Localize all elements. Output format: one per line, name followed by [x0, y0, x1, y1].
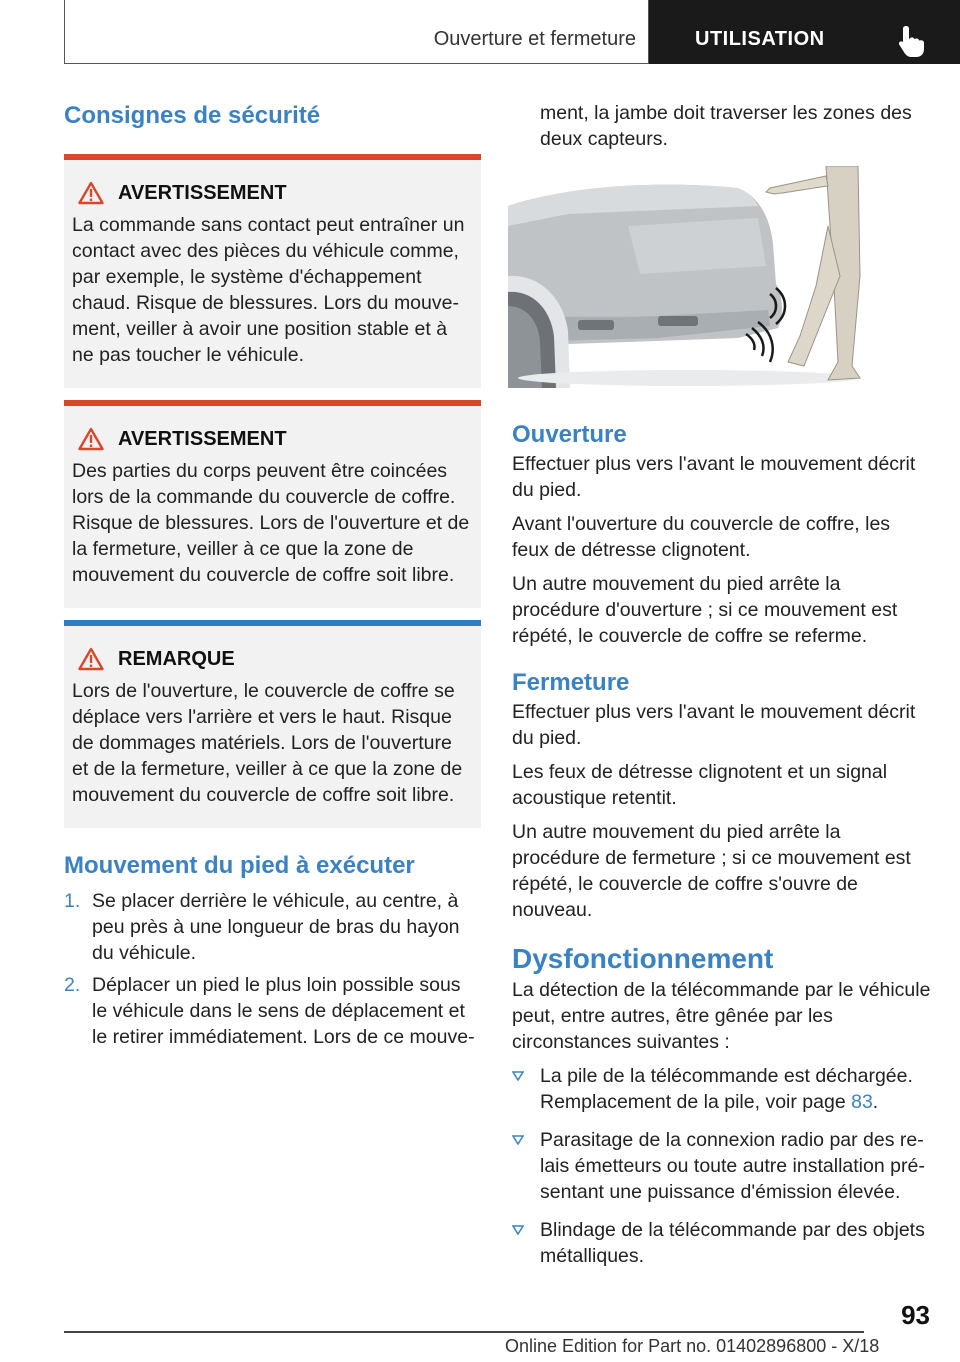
header-frame — [64, 0, 649, 64]
list-item — [512, 1217, 932, 1269]
warning-triangle-icon — [78, 181, 104, 205]
opening-para: Un autre mouvement du pied arrête la procédure d'ouverture ; si ce mouvement est répété, le couvercle de coffre se referme. — [512, 573, 898, 647]
malfunction-heading: Dysfonctionnement — [512, 943, 774, 974]
triangle-bullet-icon — [512, 1225, 524, 1235]
opening-para: Effectuer plus vers l'avant le mouvement décrit du pied. — [512, 453, 916, 501]
malfunction-list — [512, 1063, 932, 1269]
list-item — [512, 1127, 932, 1205]
triangle-bullet-icon — [512, 1071, 524, 1081]
bullet-text: Blindage de la télécommande par des objets métalliques. — [540, 1219, 925, 1267]
warning-box-1 — [64, 154, 481, 388]
list-item — [512, 1063, 932, 1115]
warning-header — [72, 426, 473, 452]
right-column — [512, 100, 932, 1281]
warning-label: AVERTISSEMENT — [118, 182, 287, 204]
closing-heading: Fermeture — [512, 669, 630, 696]
opening-heading: Ouverture — [512, 421, 627, 448]
warning-text: Des parties du corps peuvent être coincées lors de la commande du couvercle de coffre. Risque de blessures. Lors de l'ouverture et de la fermeture, veiller à ce que la zone de mouvement du couvercle de coffre soit libre. — [72, 460, 470, 586]
closing-para: Les feux de détresse clignotent et un signal acoustique retentit. — [512, 761, 888, 809]
page-link[interactable]: 83 — [851, 1091, 873, 1113]
step-text: Se placer derrière le véhicule, au centre, à peu près à une longueur de bras du hayon du véhicule. — [92, 890, 460, 964]
opening-para: Avant l'ouverture du couvercle de coffre, les feux de détresse clignotent. — [512, 513, 891, 561]
list-item — [64, 972, 481, 1050]
step-text: Déplacer un pied le plus loin possible sous le véhicule dans le sens de déplacement et le retirer immédiatement. Lors de ce mouve- — [92, 974, 475, 1048]
warning-triangle-icon — [78, 427, 104, 451]
note-box — [64, 620, 481, 828]
note-header — [72, 646, 473, 672]
closing-para: Un autre mouvement du pied arrête la procédure de fermeture ; si ce mouvement est répété, le couvercle de coffre s'ouvre de nouveau. — [512, 821, 911, 921]
bullet-text: La pile de la télécommande est déchargée. Remplacement de la pile, voir page — [540, 1065, 913, 1113]
edition-text: Online Edition for Part no. 01402896800 - X/18 — [505, 1336, 880, 1356]
tailgate-illustration — [508, 166, 864, 388]
step-number: 2. — [64, 974, 81, 996]
safety-heading: Consignes de sécurité — [64, 102, 321, 129]
page-number: 93 — [901, 1300, 930, 1330]
warning-label: AVERTISSEMENT — [118, 428, 287, 450]
closing-para: Effectuer plus vers l'avant le mouvement décrit du pied. — [512, 701, 916, 749]
steps-list — [64, 888, 481, 1050]
chapter-tab — [649, 0, 960, 64]
warning-text: La commande sans contact peut entraîner un contact avec des pièces du véhicule comme, par exemple, le système d'échappement chaud. Risque de blessures. Lors du mouvement, veiller à avoir une position stable et à ne pas toucher le véhicule. — [72, 214, 465, 366]
note-text: Lors de l'ouverture, le couvercle de coffre se déplace vers l'arrière et vers le haut. Risque de dommages matériels. Lors de l'ouverture et de la fermeture, veiller à ce que la zone de mouvement du couvercle de coffre soit libre. — [72, 680, 463, 806]
triangle-bullet-icon — [512, 1135, 524, 1145]
continuation-text: ment, la jambe doit traverser les zones des deux capteurs. — [540, 102, 912, 150]
hand-pointer-icon — [897, 24, 927, 58]
malfunction-intro: La détection de la télécommande par le véhicule peut, entre autres, être gênée par les circonstances suivantes : — [512, 979, 931, 1053]
footer-divider — [64, 1331, 864, 1333]
bullet-text: Parasitage de la connexion radio par des relais émetteurs ou toute autre installation présentant une puissance d'émission élevée. — [540, 1129, 925, 1203]
list-item — [64, 888, 481, 966]
caution-triangle-icon — [78, 647, 104, 671]
warning-header — [72, 180, 473, 206]
step-number: 1. — [64, 890, 81, 912]
foot-movement-heading: Mouvement du pied à exécuter — [64, 852, 415, 879]
bullet-suffix: . — [872, 1091, 879, 1113]
note-label: REMARQUE — [118, 648, 235, 670]
chapter-label: UTILISATION — [695, 28, 825, 50]
section-title: Ouverture et fermeture — [433, 28, 636, 50]
page-header — [64, 0, 960, 64]
left-column — [64, 100, 481, 1056]
warning-box-2 — [64, 400, 481, 608]
